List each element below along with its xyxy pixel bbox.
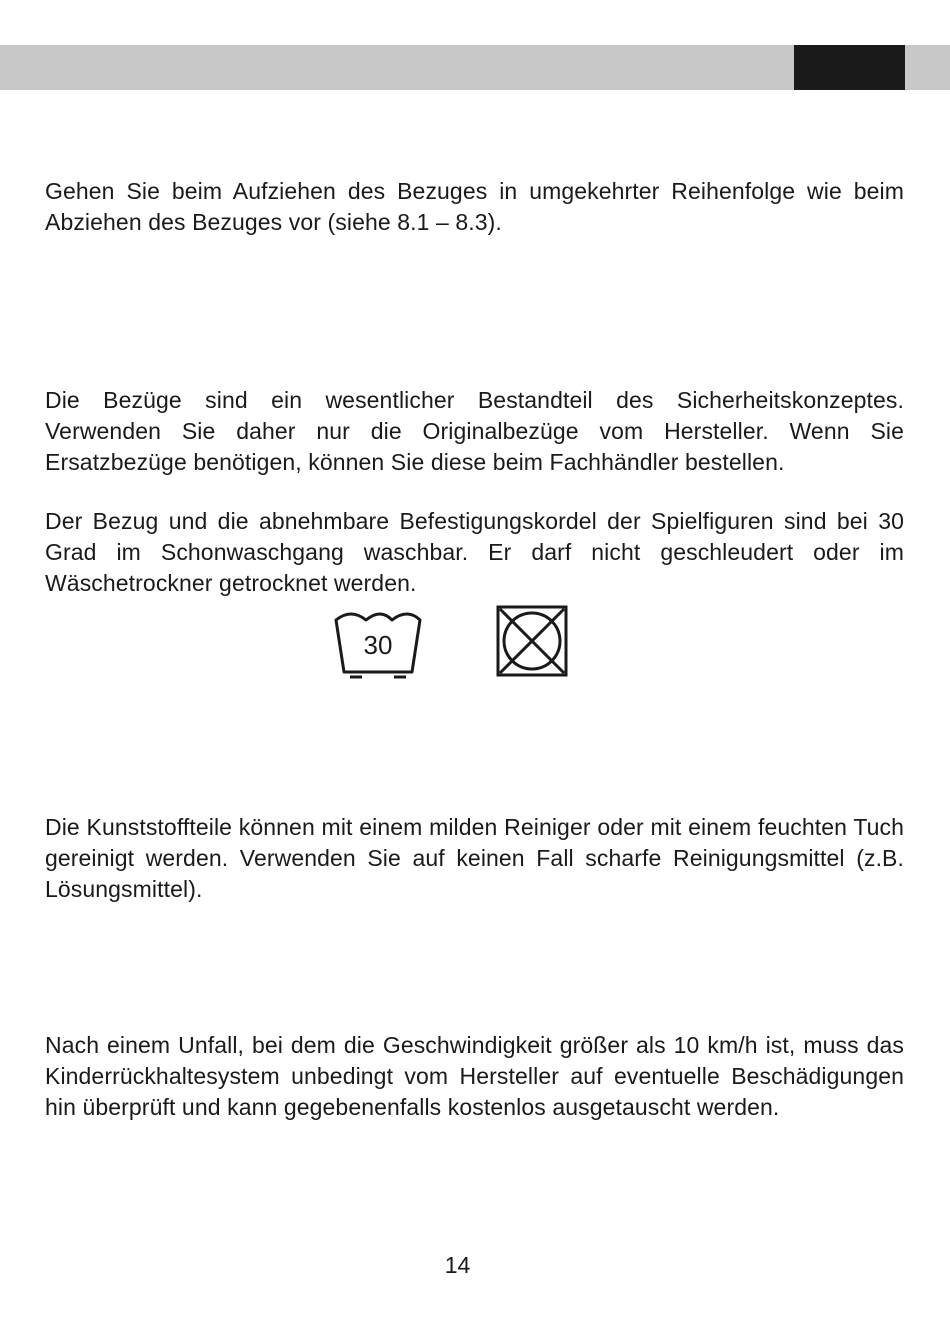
page-number: 14	[444, 1252, 471, 1278]
wash-temperature-label: 30	[363, 630, 393, 660]
header-black-tab	[794, 45, 905, 90]
paragraph-original-covers: Die Bezüge sind ein wesentlicher Bestandteil des Sicherheitskonzeptes. Verwenden Sie daher nur die Originalbezüge vom Hersteller. Wenn Sie Ersatzbezüge benötigen, können Sie diese beim Fachhändler bestellen.	[45, 387, 904, 475]
paragraph-cover-reassembly: Gehen Sie beim Aufziehen des Bezuges in umgekehrter Reihenfolge wie beim Abziehen des Bezuges vor (siehe 8.1 – 8.3).	[45, 178, 904, 235]
care-symbols	[0, 600, 950, 685]
do-not-tumble-dry-icon	[496, 605, 568, 677]
paragraph-plastic-cleaning: Die Kunststoffteile können mit einem milden Reiniger oder mit einem feuchten Tuch gereinigt werden. Verwenden Sie auf keinen Fall scharfe Reinigungsmittel (z.B. Lösungsmittel).	[45, 814, 904, 902]
paragraph-washing: Der Bezug und die abnehmbare Befestigungskordel der Spielfiguren sind bei 30 Grad im Schonwaschgang waschbar. Er darf nicht geschleudert oder im Wäschetrockner getrocknet werden.	[45, 508, 904, 596]
paragraph-after-accident: Nach einem Unfall, bei dem die Geschwindigkeit größer als 10 km/h ist, muss das Kinderrückhaltesystem unbedingt vom Hersteller auf eventuelle Beschädigungen hin überprüft und kann gegebenenfalls kostenlos ausgetauscht werden.	[45, 1032, 904, 1120]
